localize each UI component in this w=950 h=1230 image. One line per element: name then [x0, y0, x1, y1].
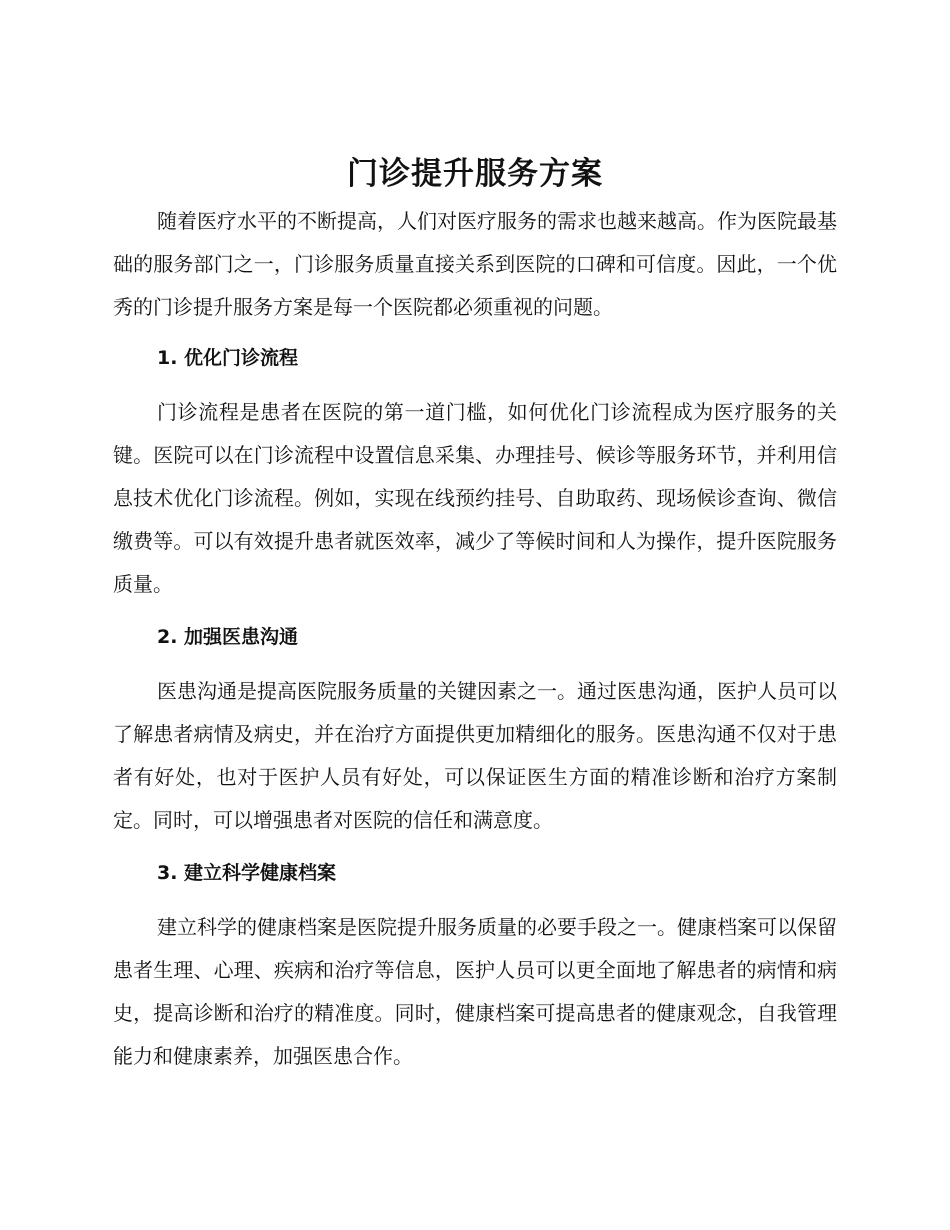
section-heading-health-records: 3. 建立科学健康档案: [157, 862, 337, 884]
document-title: 门诊提升服务方案: [347, 156, 603, 192]
section-body-optimize-process: 门诊流程是患者在医院的第一道门槛，如何优化门诊流程成为医疗服务的关键。医院可以在门诊流程中设置信息采集、办理挂号、候诊等服务环节，并利用信息技术优化门诊流程。例如，实现在线预约挂号、自助取药、现场候诊查询、微信缴费等。可以有效提升患者就医效率，减少了等候时间和人为操作，提升医院服务质量。: [113, 400, 837, 596]
section-heading-communication: 2. 加强医患沟通: [157, 626, 299, 648]
section-body-communication: 医患沟通是提高医院服务质量的关键因素之一。通过医患沟通，医护人员可以了解患者病情及病史，并在治疗方面提供更加精细化的服务。医患沟通不仅对于患者有好处，也对于医护人员有好处，可以保证医生方面的精准诊断和治疗方案制定。同时，可以增强患者对医院的信任和满意度。: [113, 679, 837, 832]
section-body-health-records: 建立科学的健康档案是医院提升服务质量的必要手段之一。健康档案可以保留患者生理、心理、疾病和治疗等信息，医护人员可以更全面地了解患者的病情和病史，提高诊断和治疗的精准度。同时，健康档案可提高患者的健康观念，自我管理能力和健康素养，加强医患合作。: [113, 915, 837, 1068]
intro-paragraph: 随着医疗水平的不断提高，人们对医疗服务的需求也越来越高。作为医院最基础的服务部门之一，门诊服务质量直接关系到医院的口碑和可信度。因此，一个优秀的门诊提升服务方案是每一个医院都必须重视的问题。: [113, 209, 837, 319]
section-heading-optimize-process: 1. 优化门诊流程: [157, 347, 299, 369]
